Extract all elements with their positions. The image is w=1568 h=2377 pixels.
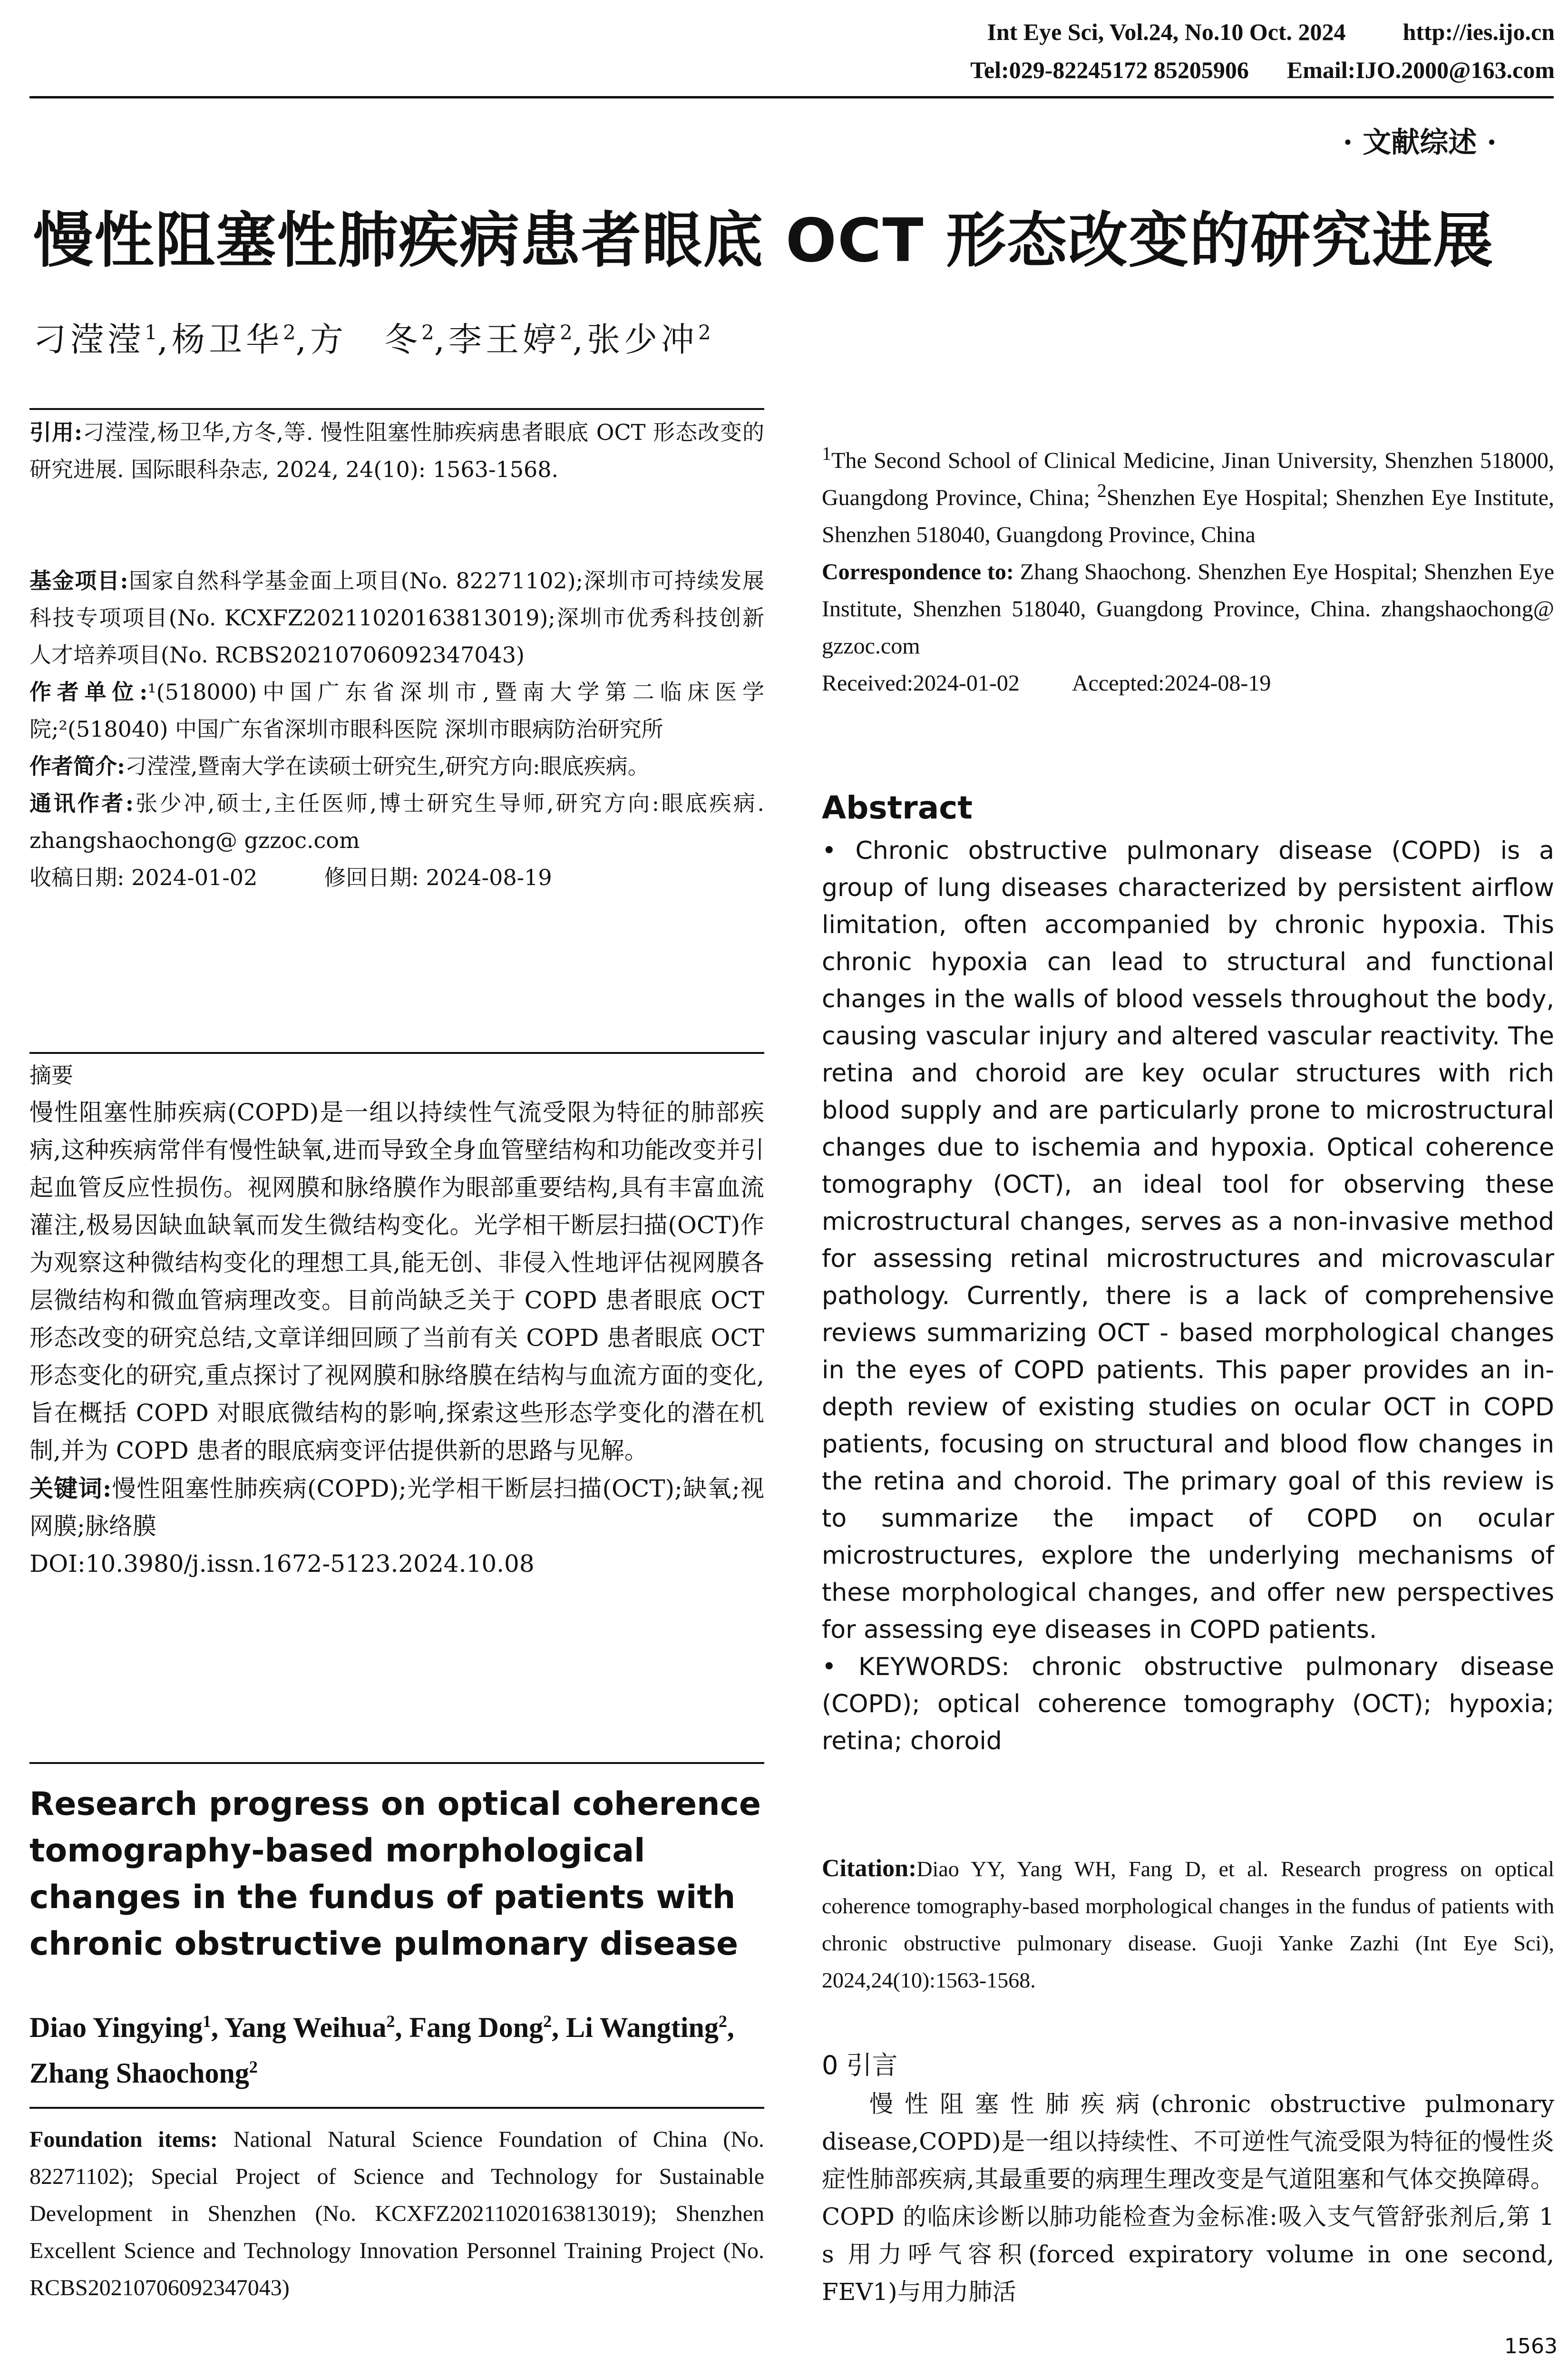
dates-en: Received:2024-01-02 Accepted:2024-08-19 <box>822 671 1271 696</box>
section-tag: · 文献综述 · <box>1343 126 1497 159</box>
abstract-heading-en: Abstract <box>822 789 973 826</box>
authors-cn: 刁滢滢$^1$,杨卫华$^2$,方 冬$^2$,李王婷$^2$,张少冲$^2$ <box>33 320 711 359</box>
affiliations-en: $^1$The Second School of Clinical Medicine, Jinan University, Shenzhen 518000, Guangdong Province, China; $^2$Shenzhen Eye Hospital; Shenzhen Eye Institute, Shenzhen 518040, Guangdong Province, China Correspondence to: Zhang Shaochong. Shenzhen Eye Hospital; Shenzhen Eye Institute, Shenzhen 518040, Guangdong Province, China. zhangshaochong@ gzzoc.com Received:2024-01-02 Accepted:2024-08-19 <box>822 442 1554 702</box>
dates-cn: 收稿日期: 2024-01-02 修回日期: 2024-08-19 <box>29 865 552 890</box>
keywords-cn: 关键词:慢性阻塞性肺疾病(COPD);光学相干断层扫描(OCT);缺氧;视网膜;脉络膜 <box>29 1474 765 1540</box>
fund-cn: 基金项目:国家自然科学基金面上项目(No. 82271102);深圳市可持续发展科技专项项目(No. KCXFZ20211020163813019);深圳市优秀科技创新人才培养项目(No. RCBS20210706092347043) <box>29 568 765 668</box>
correspondence-en: Correspondence to: Zhang Shaochong. Shenzhen Eye Hospital; Shenzhen Eye Institute, Shenzhen 518040, Guangdong Province, China. zhangshaochong@ gzzoc.com <box>822 559 1555 659</box>
journal-url: http://ies.ijo.cn <box>1402 19 1555 45</box>
page-number: 1563 <box>1504 2334 1558 2358</box>
journal-contact-line <box>970 56 1555 84</box>
info-block-cn <box>29 562 764 896</box>
abstract-rule <box>29 1052 764 1054</box>
abstract-body-cn: 慢性阻塞性肺疾病(COPD)是一组以持续性气流受限为特征的肺部疾病,这种疾病常伴有慢性缺氧,进而导致全身血管壁结构和功能改变并引起血管反应性损伤。视网膜和脉络膜作为眼部重要结构,具有丰富血流灌注,极易因缺血缺氧而发生微结构变化。光学相干断层扫描(OCT)作为观察这种微结构变化的理想工具,能无创、非侵入性地评估视网膜各层微结构和微血管病理改变。目前尚缺乏关于 COPD 患者眼底 OCT 形态改变的研究总结,文章详细回顾了当前有关 COPD 患者眼底 OCT 形态变化的研究,重点探讨了视网膜和脉络膜在结构与血流方面的变化,旨在概括 COPD 对眼底微结构的影响,探索这些形态学变化的潜在机制,并为 COPD 患者的眼底病变评估提供新的思路与见解。 关键词:慢性阻塞性肺疾病(COPD);光学相干断层扫描(OCT);缺氧;视网膜;脉络膜 DOI:10.3980/j.issn.1672-5123.2024.10.08 <box>29 1094 764 1583</box>
journal-header-line <box>987 18 1555 46</box>
intro-heading: 0 引言 <box>822 2050 898 2080</box>
unit-cn: 作者单位:¹(518000)中国广东省深圳市,暨南大学第二临床医学院;²(518040) 中国广东省深圳市眼科医院 深圳市眼病防治研究所 <box>29 679 765 742</box>
foundation-en: Foundation items: National Natural Science Foundation of China (No. 82271102); Special Project of Science and Technology for Sustainable Development in Shenzhen (No. KCXFZ20211020163813019); Shenzhen Excellent Science and Technology Innovation Personnel Training Project (No. RCBS20210706092347043) <box>29 2127 764 2300</box>
header-rule <box>29 96 1554 98</box>
article-title-en: Research progress on optical coherence tomography-based morphological changes in the fundus of patients with chronic obstructive pulmonary disease <box>29 1785 761 1963</box>
journal-volume: Int Eye Sci, Vol.24, No.10 Oct. 2024 <box>987 19 1346 45</box>
abstract-body-en: • Chronic obstructive pulmonary disease (COPD) is a group of lung diseases characterized by persistent airflow limitation, often accompanied by chronic hypoxia. This chronic hypoxia can lead to structural and functional changes in the walls of blood vessels throughout the body, causing vascular injury and altered vascular reactivity. The retina and choroid are key ocular structures with rich blood supply and are particularly prone to microstructural changes due to ischemia and hypoxia. Optical coherence tomography (OCT), an ideal tool for observing these microstructural changes, serves as a non-invasive method for assessing retinal microstructures and microvascular pathology. Currently, there is a lack of comprehensive reviews summarizing OCT - based morphological changes in the eyes of COPD patients. This paper provides an in-depth review of existing studies on ocular OCT in COPD patients, focusing on structural and blood flow changes in the retina and choroid. The primary goal of this review is to summarize the impact of COPD on ocular microstructures, explore the underlying mechanisms of these morphological changes, and offer new perspectives for assessing eye diseases in COPD patients. • KEYWORDS: chronic obstructive pulmonary disease (COPD); optical coherence tomography (OCT); hypoxia; retina; choroid <box>822 832 1554 1760</box>
citation-cn: 引用:刁滢滢,杨卫华,方冬,等. 慢性阻塞性肺疾病患者眼底 OCT 形态改变的研究进展. 国际眼科杂志, 2024, 24(10): 1563-1568. <box>29 419 764 482</box>
abstract-heading-cn: 摘要 <box>29 1062 73 1088</box>
bio-cn: 作者简介:刁滢滢,暨南大学在读硕士研究生,研究方向:眼底疾病。 <box>29 753 650 779</box>
article-title-cn: 慢性阻塞性肺疾病患者眼底 OCT 形态改变的研究进展 <box>33 205 1494 275</box>
journal-tel: Tel:029-82245172 85205906 <box>970 57 1249 83</box>
author-name: 方 冬 <box>310 320 421 359</box>
foundation-rule <box>29 2107 764 2109</box>
left-top-rule <box>29 408 764 410</box>
corr-cn: 通讯作者:张少冲,硕士,主任医师,博士研究生导师,研究方向:眼底疾病. zhangshaochong@ gzzoc.com <box>29 790 764 853</box>
author-name: 张少冲 <box>587 320 698 359</box>
authors-en: Diao Yingying$^1$, Yang Weihua$^2$, Fang Dong$^2$, Li Wangting$^2$, Zhang Shaochong$^2$ <box>29 2012 734 2089</box>
doi: DOI:10.3980/j.issn.1672-5123.2024.10.08 <box>29 1550 535 1578</box>
journal-email: Email:IJO.2000@163.com <box>1286 57 1555 83</box>
citation-en: Citation:Diao YY, Yang WH, Fang D, et al. Research progress on optical coherence tomography-based morphological changes in the fundus of patients with chronic obstructive pulmonary disease. Guoji Yanke Zazhi (Int Eye Sci), 2024,24(10):1563-1568. <box>822 1855 1554 1992</box>
en-title-rule <box>29 1762 764 1764</box>
keywords-en: • KEYWORDS: chronic obstructive pulmonary disease (COPD); optical coherence tomography (OCT); hypoxia; retina; choroid <box>822 1653 1554 1755</box>
intro-body: 慢性阻塞性肺疾病(chronic obstructive pulmonary disease,COPD)是一组以持续性、不可逆性气流受限为特征的慢性炎症性肺部疾病,其最重要的病理生理改变是气道阻塞和气体交换障碍。COPD 的临床诊断以肺功能检查为金标准:吸入支气管舒张剂后,第 1 s 用力呼气容积(forced expiratory volume in one second, FEV1)与用力肺活 <box>822 2090 1554 2306</box>
author-name: 李王婷 <box>448 320 560 359</box>
author-name: 刁滢滢 <box>33 320 145 359</box>
author-name: 杨卫华 <box>172 320 283 359</box>
